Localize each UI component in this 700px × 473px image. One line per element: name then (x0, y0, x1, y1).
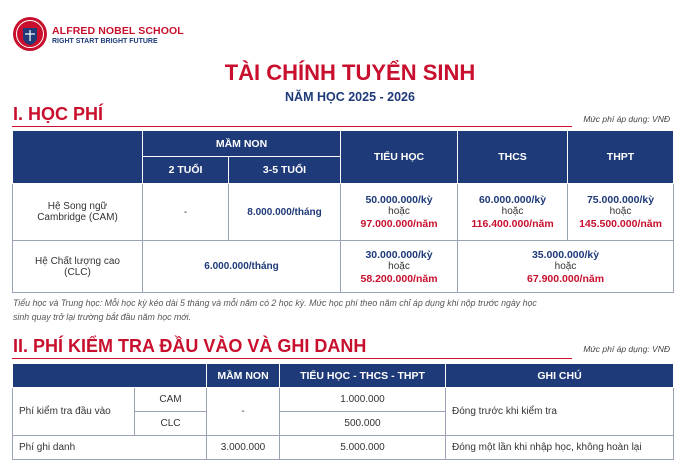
fee-cell: 3.000.000 (207, 436, 280, 460)
header-empty (13, 364, 207, 388)
program-name: Hệ Song ngữ (47, 201, 108, 212)
fee-term: 60.000.000/kỳ (478, 194, 547, 206)
fee-cell (458, 241, 674, 293)
fee-cell: 6.000.000/tháng (143, 241, 341, 293)
header-thpt: THPT (568, 131, 674, 184)
fee-cell: 8.000.000/tháng (229, 184, 341, 241)
table-row (13, 436, 674, 460)
program-clc (13, 241, 143, 293)
fee-or: hoặc (609, 206, 632, 217)
fee-cell (568, 184, 674, 241)
page-title: TÀI CHÍNH TUYỂN SINH (224, 60, 476, 85)
header-empty (13, 131, 143, 184)
fee-or: hoặc (554, 260, 577, 272)
fee-term: 50.000.000/kỳ (365, 194, 433, 206)
program-name-sub: Cambridge (CAM) (37, 212, 118, 223)
program-name: Hệ Chất lượng cao (35, 255, 120, 267)
page-subtitle: NĂM HỌC 2025 - 2026 (285, 90, 415, 104)
header-3-5-tuoi: 3-5 TUỔI (229, 157, 341, 184)
currency-note: Mức phí áp dụng: VNĐ (583, 344, 670, 354)
program-name-sub: (CLC) (64, 266, 91, 278)
fee-year: 67.900.000/năm (526, 272, 605, 285)
header-mam-non: MẦM NON (143, 131, 341, 157)
fee-cell: 1.000.000 (280, 388, 446, 412)
header-thcs: THCS (458, 131, 568, 184)
header-tieu-hoc-thcs-thpt: TIỂU HỌC - THCS - THPT (280, 364, 446, 388)
note-cell: Đóng trước khi kiểm tra (446, 388, 674, 436)
program-cam: CAM (135, 388, 207, 412)
header-mam-non: MẦM NON (207, 364, 280, 388)
tuition-note-line: Tiểu học và Trung học: Mỗi học kỳ kéo dài 5 tháng và mỗi năm có 2 học kỳ. Mức học phí theo năm chỉ áp dụng khi nộp trước ngày học (13, 298, 537, 308)
fee-year: 116.400.000/năm (471, 218, 554, 230)
fee-year: 145.500.000/năm (579, 218, 662, 230)
fee-or: hoặc (388, 260, 410, 272)
fee-term: 75.000.000/kỳ (586, 194, 655, 206)
school-slogan: RIGHT START BRIGHT FUTURE (52, 38, 158, 45)
section-heading-tuition: I. HỌC PHÍ (13, 104, 104, 124)
fee-term: 30.000.000/kỳ (365, 248, 433, 261)
fee-cell: - (143, 184, 229, 241)
fee-or: hoặc (388, 206, 410, 217)
fee-term: 35.000.000/kỳ (531, 248, 600, 261)
table-row (13, 388, 674, 412)
header-ghi-chu: GHI CHÚ (446, 364, 674, 388)
fee-cell: 5.000.000 (280, 436, 446, 460)
program-cam (13, 184, 143, 241)
admission-fee-table (12, 363, 674, 460)
fee-cell (341, 184, 458, 241)
header-2-tuoi: 2 TUỔI (143, 157, 229, 184)
fee-cell: - (207, 388, 280, 436)
school-logo (12, 16, 48, 52)
program-clc: CLC (135, 412, 207, 436)
fee-year: 97.000.000/năm (360, 218, 438, 230)
section-divider (12, 358, 572, 359)
tuition-note-line: sinh quay trở lại trường bắt đầu năm học mới. (13, 312, 191, 322)
tuition-table (12, 130, 674, 293)
currency-note: Mức phí áp dụng: VNĐ (583, 114, 670, 124)
fee-cell: 500.000 (280, 412, 446, 436)
school-name: ALFRED NOBEL SCHOOL (52, 25, 184, 37)
fee-cell (458, 184, 568, 241)
fee-or: hoặc (501, 206, 524, 217)
fee-year: 58.200.000/năm (360, 272, 438, 285)
fee-cell (341, 241, 458, 293)
note-cell: Đóng một lần khi nhập học, không hoàn lại (446, 436, 674, 460)
entrance-fee-label: Phí kiểm tra đầu vào (13, 388, 135, 436)
table-row (13, 184, 674, 241)
table-row (13, 241, 674, 293)
tuition-note (13, 296, 678, 324)
header-tieu-hoc: TIỂU HỌC (341, 131, 458, 184)
registration-fee-label: Phí ghi danh (13, 436, 207, 460)
section-heading-fees: II. PHÍ KIỂM TRA ĐẦU VÀO VÀ GHI DANH (13, 336, 367, 356)
section-divider (12, 126, 572, 127)
